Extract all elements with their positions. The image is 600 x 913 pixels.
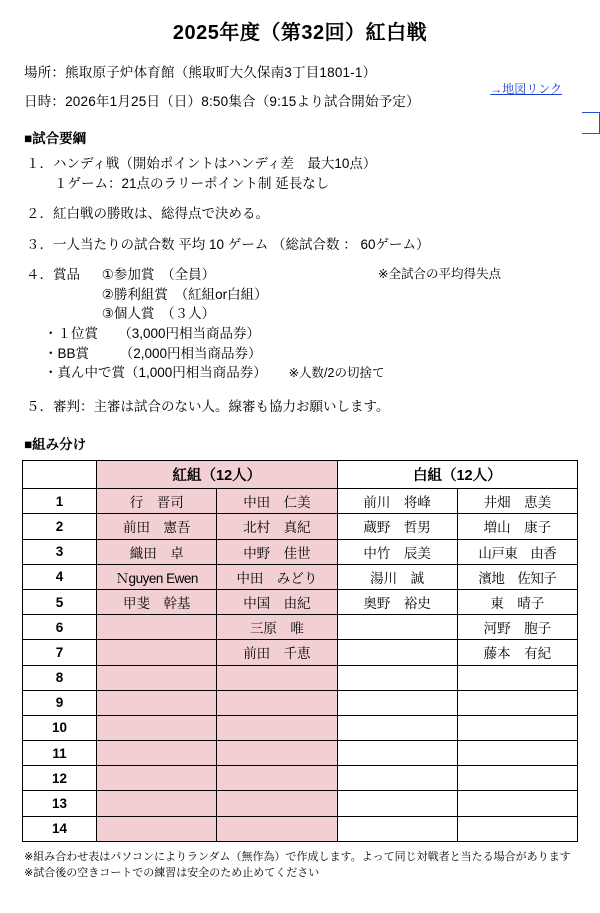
- red-player: 中野 佳世: [217, 539, 337, 564]
- red-player: [97, 615, 217, 640]
- white-player: [457, 766, 577, 791]
- row-number: 8: [23, 665, 97, 690]
- red-player: [217, 665, 337, 690]
- row-number: 9: [23, 690, 97, 715]
- table-row: [23, 640, 578, 665]
- white-player: 河野 胞子: [457, 615, 577, 640]
- red-player: [97, 690, 217, 715]
- red-player: 行 晋司: [97, 489, 217, 514]
- table-row: [23, 514, 578, 539]
- table-row: [23, 539, 578, 564]
- prize-line: ・真ん中で賞（1,000円相当商品券）: [44, 365, 267, 381]
- white-player: [337, 690, 457, 715]
- white-team-header: 白組（12人）: [337, 461, 577, 489]
- white-player: 藤本 有紀: [457, 640, 577, 665]
- rule-item: [26, 204, 578, 224]
- row-number: 6: [23, 615, 97, 640]
- white-player: 濱地 佐知子: [457, 564, 577, 589]
- table-row: [23, 690, 578, 715]
- white-player: 奥野 裕史: [337, 589, 457, 614]
- red-player: [97, 640, 217, 665]
- rule-sub: １ゲーム：21点のラリーポイント制 延長なし: [54, 175, 330, 191]
- red-player: [217, 741, 337, 766]
- table-row: [23, 791, 578, 816]
- red-player: 織田 卓: [97, 539, 217, 564]
- white-player: [457, 715, 577, 740]
- white-player: [457, 690, 577, 715]
- row-number: 4: [23, 564, 97, 589]
- white-player: [337, 741, 457, 766]
- groups-section-heading: ■組み分け: [24, 437, 87, 453]
- red-player: [97, 741, 217, 766]
- row-number: 7: [23, 640, 97, 665]
- footnotes: [24, 849, 578, 882]
- rule-main: ２．紅白戦の勝敗は、総得点で決める。: [26, 206, 269, 222]
- white-player: 湯川 誠: [337, 564, 457, 589]
- map-link[interactable]: →地図リンク: [490, 82, 562, 96]
- page-title: 2025年度（第32回）紅白戦: [172, 22, 428, 44]
- venue-line: 場所：熊取原子炉体育館（熊取町大久保南3丁目1801-1）: [24, 65, 377, 80]
- rules-section-heading: ■試合要綱: [24, 131, 87, 146]
- prize-line-wrapper: [44, 363, 578, 383]
- white-player: 山戸東 由香: [457, 539, 577, 564]
- table-row: [23, 615, 578, 640]
- table-row: [23, 741, 578, 766]
- white-player: 井畑 恵美: [457, 489, 577, 514]
- datetime-line: 日時：2026年1月25日（日）8:50集合（9:15より試合開始予定）: [24, 94, 420, 109]
- white-player: [337, 615, 457, 640]
- rule-item-referee: [26, 397, 578, 417]
- prize-category: ①参加賞 （全員）: [101, 267, 216, 283]
- red-player: 前田 千恵: [217, 640, 337, 665]
- table-row: [23, 715, 578, 740]
- document-page: [0, 16, 600, 913]
- row-number: 13: [23, 791, 97, 816]
- white-player: [457, 741, 577, 766]
- table-row: [23, 564, 578, 589]
- footnote: ※試合後の空きコートでの練習は安全のため止めてください: [24, 867, 320, 880]
- red-player: [97, 715, 217, 740]
- table-row: [23, 665, 578, 690]
- white-player: 前川 将峰: [337, 489, 457, 514]
- table-row: [23, 766, 578, 791]
- red-player: 中国 由紀: [217, 589, 337, 614]
- prize-head: ４．賞品: [26, 267, 80, 283]
- rule-main: ３．一人当たりの試合数 平均 10 ゲーム （総試合数 ： 60ゲーム）: [26, 236, 430, 252]
- table-header-row: [23, 461, 578, 489]
- row-number: 11: [23, 741, 97, 766]
- red-player: [217, 816, 337, 841]
- white-player: [337, 791, 457, 816]
- white-player: [457, 665, 577, 690]
- red-team-header: 紅組（12人）: [97, 461, 337, 489]
- rule-main: １．ハンディ戦（開始ポイントはハンディ差 最大10点）: [26, 156, 377, 171]
- red-player: 中田 みどり: [217, 564, 337, 589]
- table-row: [23, 816, 578, 841]
- red-player: 甲斐 幹基: [97, 589, 217, 614]
- red-player: [97, 816, 217, 841]
- footnote: ※組み合わせ表はパソコンによりランダム（無作為）で作成します。よって同じ対戦者と当たる場合があります: [24, 850, 571, 863]
- prize-note-average: ※全試合の平均得失点: [378, 267, 501, 282]
- red-player: [97, 665, 217, 690]
- table-row: [23, 489, 578, 514]
- red-player: [217, 715, 337, 740]
- red-player: [97, 766, 217, 791]
- row-number: 10: [23, 715, 97, 740]
- white-player: 増山 康子: [457, 514, 577, 539]
- red-player: [217, 791, 337, 816]
- white-player: 蔵野 哲男: [337, 514, 457, 539]
- prize-line: ・BB賞 （2,000円相当商品券）: [44, 345, 262, 361]
- red-player: 中田 仁美: [217, 489, 337, 514]
- row-number-header: [23, 461, 97, 489]
- red-player: 前田 憲吾: [97, 514, 217, 539]
- row-number: 14: [23, 816, 97, 841]
- row-number: 12: [23, 766, 97, 791]
- rules-list: [26, 154, 578, 416]
- white-player: [337, 665, 457, 690]
- row-number: 5: [23, 589, 97, 614]
- prize-note-headcount: ※人数/2の切捨て: [288, 366, 385, 381]
- white-player: 東 晴子: [457, 589, 577, 614]
- white-player: [337, 766, 457, 791]
- prize-category: ②勝利組賞 （紅組or白組）: [101, 286, 268, 302]
- white-player: [337, 816, 457, 841]
- red-player: [217, 690, 337, 715]
- prize-category: ③個人賞 （３人）: [101, 306, 216, 322]
- red-player: 三原 唯: [217, 615, 337, 640]
- table-row: [23, 589, 578, 614]
- rule-item: [26, 235, 578, 255]
- red-player: Ｎguyen Ewen: [97, 564, 217, 589]
- prize-category-list: [102, 265, 268, 324]
- white-player: [457, 791, 577, 816]
- red-player: [217, 766, 337, 791]
- red-player: [97, 791, 217, 816]
- row-number: 3: [23, 539, 97, 564]
- white-player: 中竹 辰美: [337, 539, 457, 564]
- red-player: 北村 真紀: [217, 514, 337, 539]
- prize-item: [26, 265, 578, 382]
- rule-item: [26, 154, 578, 193]
- corner-marker: [582, 112, 600, 134]
- row-number: 2: [23, 514, 97, 539]
- groups-table: [22, 460, 578, 842]
- white-player: [457, 816, 577, 841]
- white-player: [337, 640, 457, 665]
- row-number: 1: [23, 489, 97, 514]
- prize-line: ・１位賞 （3,000円相当商品券）: [44, 325, 261, 341]
- rule-main: ５．審判：主審は試合のない人。線審も協力お願いします。: [26, 398, 390, 414]
- white-player: [337, 715, 457, 740]
